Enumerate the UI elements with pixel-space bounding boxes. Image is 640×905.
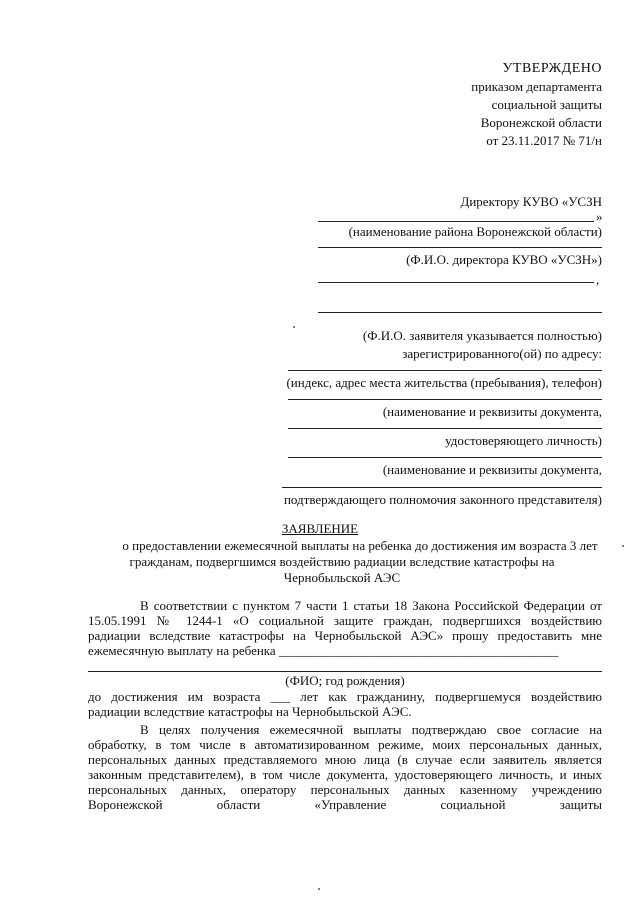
approval-date: от 23.11.2017 № 71/н	[486, 133, 602, 148]
director-hint: (Ф.И.О. директора КУВО «УСЗН»)	[406, 252, 602, 267]
body-p1-line-1: В соответствии с пунктом 7 части 1 статьи 18 Закона Российской Федерации от	[140, 598, 602, 613]
body-p1-line-4: ежемесячную выплату на ребенка ___________________________________________	[88, 643, 559, 658]
applicant-name-line-1[interactable]	[318, 282, 594, 283]
body-p3-line-3: персональных данных представляемого мною лица (в случае если заявитель является	[88, 752, 602, 767]
doc1-hint-a: (наименование и реквизиты документа,	[382, 404, 602, 419]
statement-subtitle-3: Чернобыльской АЭС	[283, 570, 401, 585]
doc2-hint-a: (наименование и реквизиты документа,	[382, 462, 602, 477]
body-p3-line-2: обработку, в том числе в автоматизированном режиме, моих персональных данных,	[88, 737, 602, 752]
body-p3-line-4: законным представителем), в том числе документа, удостоверяющего личность, и иных	[88, 767, 602, 782]
approval-line-1: приказом департамента	[471, 79, 602, 94]
address-line[interactable]	[288, 370, 602, 371]
doc2-line[interactable]	[288, 457, 602, 458]
doc1-line[interactable]	[288, 399, 602, 400]
director-line[interactable]	[318, 247, 602, 248]
applicant-name-line-2[interactable]	[318, 312, 602, 313]
approval-title: УТВЕРЖДЕНО	[502, 61, 602, 76]
body-p3-line-5: персональных данных, оператору персональных данных казенному учреждению	[88, 782, 602, 797]
child-line[interactable]	[88, 671, 602, 672]
doc1-hint-b: удостоверяющего личность)	[445, 433, 602, 448]
statement-subtitle-1: о предоставлении ежемесячной выплаты на ребенка до достижения им возраста 3 лет	[122, 538, 598, 553]
doc1-line-2[interactable]	[288, 428, 602, 429]
scan-speck	[318, 888, 320, 890]
statement-subtitle-2: гражданам, подвергшимся воздействию радиации вследствие катастрофы на	[129, 554, 555, 569]
scan-speck	[622, 545, 624, 547]
child-hint: (ФИО; год рождения)	[285, 673, 405, 688]
addressee-to: Директору КУВО «УСЗН	[460, 194, 602, 209]
district-hint: (наименование района Воронежской области)	[348, 224, 602, 239]
quote-close: »	[596, 209, 603, 224]
body-p3-line-1: В целях получения ежемесячной выплаты подтверждаю свое согласие на	[140, 722, 602, 737]
address-hint: (индекс, адрес места жительства (пребывания), телефон)	[286, 375, 602, 390]
body-p1-line-2: 15.05.1991 № 1244-1 «О социальной защите граждан, подвергшихся воздействию	[88, 613, 602, 628]
doc2-line-2[interactable]	[282, 487, 602, 488]
body-p2-line-2: радиации вследствие катастрофы на Чернобыльской АЭС.	[88, 704, 412, 719]
comma: ,	[596, 272, 600, 287]
registered-label: зарегистрированного(ой) по адресу:	[402, 346, 602, 361]
body-p3-line-6: Воронежской области «Управление социальной защиты	[88, 797, 602, 812]
approval-line-2: социальной защиты	[491, 97, 602, 112]
body-p2-line-1: до достижения им возраста ___ лет как гражданину, подвергшемуся воздействию	[88, 689, 602, 704]
approval-line-3: Воронежской области	[480, 115, 602, 130]
doc2-hint-b: подтверждающего полномочия законного представителя)	[283, 492, 602, 507]
body-p1-line-3: радиации вследствие катастрофы на Чернобыльской АЭС» прошу предоставить мне	[88, 628, 602, 643]
statement-title: ЗАЯВЛЕНИЕ	[281, 521, 359, 536]
district-line[interactable]	[318, 221, 594, 222]
applicant-name-hint: (Ф.И.О. заявителя указывается полностью)	[362, 328, 602, 343]
